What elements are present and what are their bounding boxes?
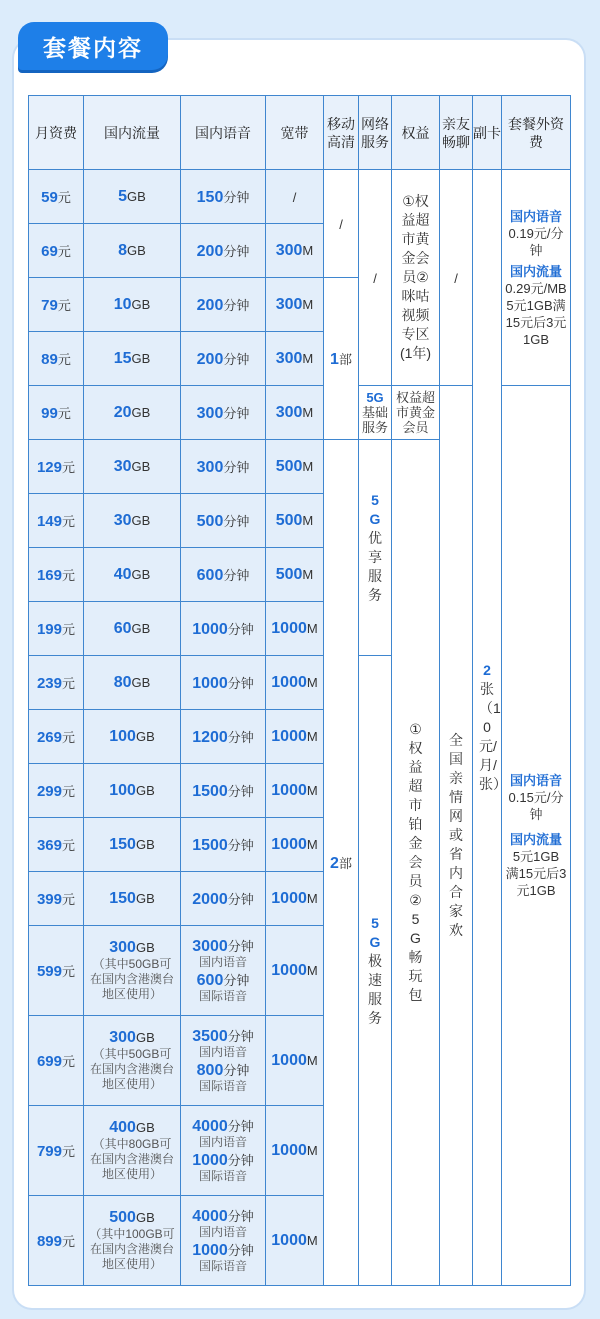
mobile-hd-count: 2 — [330, 854, 339, 872]
network-speed-text: 极速服务 — [368, 952, 382, 1026]
fee-amount: 69 — [41, 243, 58, 260]
fee-amount: 99 — [41, 405, 58, 422]
header-network: 网络服务 — [359, 96, 392, 170]
fee-amount: 89 — [41, 351, 58, 368]
data-cell — [84, 170, 181, 224]
fee-unit: 元 — [62, 1234, 76, 1249]
voice-amount: 500 — [196, 512, 224, 530]
data-unit: GB — [131, 404, 151, 420]
domestic-voice-amount: 4000 — [192, 1207, 228, 1225]
broadband-unit: M — [302, 566, 314, 582]
fee-unit: 元 — [62, 676, 76, 691]
data-amount: 15 — [113, 349, 132, 367]
fee-cell — [29, 386, 84, 440]
data-unit: GB — [135, 1030, 155, 1045]
voice-amount: 300 — [196, 404, 224, 422]
data-cell — [84, 224, 181, 278]
data-amount: 5 — [118, 187, 128, 205]
fee-cell — [29, 1106, 84, 1196]
data-unit: GB — [135, 782, 155, 798]
data-cell — [84, 926, 181, 1016]
fee-unit: 元 — [62, 838, 76, 853]
fee-amount: 239 — [36, 675, 62, 692]
voice-amount: 1200 — [192, 728, 228, 746]
broadband-unit: M — [306, 620, 318, 636]
voice-unit: 分钟 — [223, 405, 250, 421]
header-extra: 套餐外资费 — [502, 96, 571, 170]
rights-text: ①权益超市铂金会员②5G畅玩包 — [408, 721, 423, 1003]
broadband-cell — [266, 818, 324, 872]
data-cell — [84, 1016, 181, 1106]
fee-amount: 369 — [36, 837, 62, 854]
voice-cell — [181, 278, 266, 332]
fee-cell — [29, 710, 84, 764]
extra-data-note: 满15元后3元1GB — [505, 866, 567, 898]
rights-cell — [392, 170, 440, 386]
mobile-hd-cell — [324, 170, 359, 278]
broadband-cell — [266, 764, 324, 818]
broadband-unit: M — [306, 1142, 318, 1158]
data-cell — [84, 332, 181, 386]
header-family: 亲友畅聊 — [440, 96, 473, 170]
data-amount: 150 — [109, 889, 136, 907]
broadband-cell — [266, 656, 324, 710]
fee-unit: 元 — [62, 892, 76, 907]
fee-amount: 79 — [41, 297, 58, 314]
data-cell — [84, 440, 181, 494]
domestic-voice-amount: 3500 — [192, 1027, 228, 1045]
extra-fee-cell — [502, 386, 571, 1286]
intl-voice-unit: 分钟 — [223, 1062, 250, 1078]
intl-voice-amount: 1000 — [192, 1151, 228, 1169]
data-amount: 8 — [118, 241, 128, 259]
fee-unit: 元 — [62, 568, 76, 583]
rights-basic-text: 权益超市黄金会员 — [395, 390, 435, 435]
extra-voice-head: 国内语音 — [509, 773, 562, 788]
mobile-hd-unit: 部 — [338, 855, 352, 871]
broadband-amount: 500 — [275, 511, 303, 529]
broadband-unit: M — [306, 890, 318, 906]
voice-unit: 分钟 — [227, 783, 254, 799]
intl-voice-label: 国际语音 — [198, 1078, 247, 1093]
sub-card-count: 2 — [483, 662, 491, 678]
data-amount: 400 — [109, 1119, 136, 1136]
domestic-voice-unit: 分钟 — [227, 1118, 254, 1134]
broadband-unit: M — [306, 836, 318, 852]
extra-data-rate: 0.29元/MB — [505, 280, 567, 296]
intl-voice-label: 国际语音 — [198, 1258, 247, 1273]
intl-voice-amount: 600 — [196, 971, 224, 989]
voice-unit: 分钟 — [223, 459, 250, 475]
family-cell — [440, 170, 473, 386]
voice-cell — [181, 440, 266, 494]
extra-voice-rate: 0.19元/分钟 — [508, 225, 564, 258]
plan-table — [28, 95, 571, 1286]
voice-cell — [181, 332, 266, 386]
broadband-cell — [266, 710, 324, 764]
fee-cell — [29, 872, 84, 926]
data-unit: GB — [135, 1120, 155, 1135]
voice-amount: 1500 — [192, 836, 228, 854]
header-voice: 国内语音 — [181, 96, 266, 170]
broadband-amount: 1000 — [271, 673, 307, 691]
domestic-voice-label: 国内语音 — [198, 954, 247, 969]
voice-cell — [181, 494, 266, 548]
voice-cell — [181, 710, 266, 764]
extra-voice-head: 国内语音 — [509, 208, 562, 224]
network-premium-cell — [359, 440, 392, 656]
broadband-amount: 1000 — [271, 961, 307, 979]
network-none: / — [373, 270, 377, 286]
broadband-amount: 300 — [275, 295, 303, 313]
data-amount: 30 — [113, 511, 132, 529]
broadband-unit: M — [306, 1232, 318, 1248]
broadband-amount: 500 — [275, 565, 303, 583]
voice-cell — [181, 818, 266, 872]
section-title: 套餐内容 — [18, 22, 168, 70]
broadband-cell — [266, 926, 324, 1016]
rights-text: ①权益超市黄金会员②咪咕视频专区(1年) — [399, 193, 432, 361]
broadband-amount: 1000 — [271, 619, 307, 637]
extra-data-note: 5元1GB满15元后3元1GB — [505, 297, 567, 347]
data-cell — [84, 602, 181, 656]
intl-voice-label: 国际语音 — [198, 1168, 247, 1183]
header-sub-card: 副卡 — [473, 96, 502, 170]
data-amount: 60 — [113, 619, 132, 637]
broadband-cell — [266, 548, 324, 602]
voice-amount: 1500 — [192, 782, 228, 800]
fee-cell — [29, 656, 84, 710]
fee-unit: 元 — [62, 730, 76, 745]
fee-cell — [29, 926, 84, 1016]
voice-unit: 分钟 — [223, 567, 250, 583]
voice-amount: 150 — [196, 188, 224, 206]
fee-amount: 169 — [36, 567, 62, 584]
fee-unit: 元 — [62, 460, 76, 475]
mobile-hd-none: / — [339, 216, 343, 232]
data-amount: 100 — [109, 781, 136, 799]
voice-amount: 1000 — [192, 620, 228, 638]
broadband-unit: M — [302, 404, 314, 420]
family-cell — [440, 386, 473, 1286]
broadband-amount: 300 — [275, 403, 303, 421]
data-cell — [84, 710, 181, 764]
extra-data-rate: 5元1GB — [512, 849, 560, 864]
voice-cell — [181, 926, 266, 1016]
voice-unit: 分钟 — [223, 513, 250, 529]
data-cell — [84, 494, 181, 548]
data-amount: 20 — [113, 403, 132, 421]
voice-cell — [181, 1106, 266, 1196]
fee-amount: 299 — [36, 783, 62, 800]
fee-unit: 元 — [62, 1144, 76, 1159]
header-rights: 权益 — [392, 96, 440, 170]
fee-cell — [29, 440, 84, 494]
mobile-hd-cell — [324, 278, 359, 440]
voice-amount: 200 — [196, 242, 224, 260]
broadband-amount: 300 — [275, 349, 303, 367]
fee-amount: 129 — [36, 459, 62, 476]
intl-voice-unit: 分钟 — [227, 1152, 254, 1168]
fee-unit: 元 — [62, 964, 76, 979]
fee-unit: 元 — [57, 244, 71, 259]
fee-amount: 199 — [36, 621, 62, 638]
voice-unit: 分钟 — [227, 675, 254, 691]
data-unit: GB — [135, 728, 155, 744]
fee-cell — [29, 494, 84, 548]
broadband-unit: M — [306, 674, 318, 690]
intl-voice-amount: 1000 — [192, 1241, 228, 1259]
data-amount: 10 — [113, 295, 132, 313]
data-unit: GB — [131, 296, 151, 312]
voice-unit: 分钟 — [227, 837, 254, 853]
fee-amount: 399 — [36, 891, 62, 908]
network-cell — [359, 170, 392, 386]
fee-cell — [29, 278, 84, 332]
header-mobile-hd: 移动高清 — [324, 96, 359, 170]
voice-unit: 分钟 — [227, 729, 254, 745]
data-unit: GB — [131, 674, 151, 690]
fee-unit: 元 — [57, 352, 71, 367]
broadband-cell — [266, 1106, 324, 1196]
network-speed-5g: 5G — [369, 914, 381, 950]
fee-unit: 元 — [57, 190, 71, 205]
intl-voice-unit: 分钟 — [223, 972, 250, 988]
broadband-cell — [266, 440, 324, 494]
broadband-unit: M — [302, 512, 314, 528]
broadband-amount: 300 — [275, 241, 303, 259]
broadband-cell — [266, 170, 324, 224]
fee-amount: 149 — [36, 513, 62, 530]
data-unit: GB — [127, 242, 146, 258]
data-cell — [84, 818, 181, 872]
voice-unit: 分钟 — [223, 297, 250, 313]
fee-amount: 269 — [36, 729, 62, 746]
header-fee: 月资费 — [29, 96, 84, 170]
domestic-voice-amount: 3000 — [192, 937, 228, 955]
broadband-amount: / — [292, 189, 297, 205]
voice-cell — [181, 1196, 266, 1286]
intl-voice-unit: 分钟 — [227, 1242, 254, 1258]
data-cell — [84, 278, 181, 332]
voice-amount: 600 — [196, 566, 224, 584]
voice-unit: 分钟 — [223, 243, 250, 259]
domestic-voice-unit: 分钟 — [227, 1208, 254, 1224]
mobile-hd-unit: 部 — [338, 351, 352, 367]
voice-amount: 200 — [196, 296, 224, 314]
fee-amount: 599 — [36, 963, 62, 980]
voice-amount: 1000 — [192, 674, 228, 692]
extra-data-head: 国内流量 — [509, 263, 562, 279]
fee-cell — [29, 170, 84, 224]
data-unit: GB — [131, 512, 151, 528]
network-basic-cell — [359, 386, 392, 440]
mobile-hd-cell — [324, 440, 359, 1286]
extra-fee-cell — [502, 170, 571, 386]
network-premium-5g: 5G — [369, 491, 381, 527]
domestic-voice-label: 国内语音 — [198, 1044, 247, 1059]
broadband-amount: 1000 — [271, 1231, 307, 1249]
domestic-voice-label: 国内语音 — [198, 1224, 247, 1239]
fee-unit: 元 — [62, 514, 76, 529]
broadband-cell — [266, 494, 324, 548]
broadband-amount: 1000 — [271, 835, 307, 853]
voice-cell — [181, 656, 266, 710]
broadband-cell — [266, 1016, 324, 1106]
data-unit: GB — [131, 458, 151, 474]
fee-amount: 699 — [36, 1053, 62, 1070]
broadband-unit: M — [302, 242, 314, 258]
extra-voice-rate: 0.15元/分钟 — [508, 790, 564, 822]
fee-cell — [29, 548, 84, 602]
voice-amount: 200 — [196, 350, 224, 368]
voice-cell — [181, 224, 266, 278]
data-note: （其中100GB可在国内含港澳台地区使用） — [89, 1227, 175, 1271]
broadband-cell — [266, 386, 324, 440]
rights-cell — [392, 440, 440, 1286]
broadband-unit: M — [306, 782, 318, 798]
fee-unit: 元 — [62, 784, 76, 799]
data-amount: 300 — [109, 1029, 136, 1046]
broadband-cell — [266, 602, 324, 656]
broadband-amount: 1000 — [271, 1141, 307, 1159]
data-amount: 300 — [109, 939, 136, 956]
data-amount: 80 — [113, 673, 132, 691]
data-unit: GB — [135, 890, 155, 906]
rights-basic-cell — [392, 386, 440, 440]
broadband-unit: M — [302, 458, 314, 474]
data-cell — [84, 1106, 181, 1196]
network-basic-5g: 5G — [366, 390, 384, 405]
data-unit: GB — [131, 620, 151, 636]
voice-amount: 2000 — [192, 890, 228, 908]
header-row — [29, 96, 571, 170]
fee-cell — [29, 1016, 84, 1106]
data-unit: GB — [135, 1210, 155, 1225]
fee-unit: 元 — [57, 298, 71, 313]
voice-unit: 分钟 — [223, 351, 250, 367]
fee-cell — [29, 602, 84, 656]
mobile-hd-count: 1 — [330, 350, 339, 368]
voice-cell — [181, 548, 266, 602]
data-amount: 150 — [109, 835, 136, 853]
network-basic-text: 基础服务 — [361, 405, 388, 435]
voice-cell — [181, 1016, 266, 1106]
data-note: （其中80GB可在国内含港澳台地区使用） — [89, 1137, 174, 1181]
voice-unit: 分钟 — [227, 621, 254, 637]
broadband-cell — [266, 278, 324, 332]
fee-amount: 899 — [36, 1233, 62, 1250]
data-amount: 40 — [113, 565, 132, 583]
fee-cell — [29, 332, 84, 386]
header-broadband: 宽带 — [266, 96, 324, 170]
data-amount: 500 — [109, 1209, 136, 1226]
data-cell — [84, 1196, 181, 1286]
broadband-cell — [266, 1196, 324, 1286]
fee-cell — [29, 224, 84, 278]
family-none: / — [454, 270, 458, 286]
voice-cell — [181, 602, 266, 656]
data-amount: 100 — [109, 727, 136, 745]
header-data: 国内流量 — [84, 96, 181, 170]
intl-voice-amount: 800 — [196, 1061, 224, 1079]
fee-unit: 元 — [57, 406, 71, 421]
domestic-voice-label: 国内语音 — [198, 1134, 247, 1149]
fee-unit: 元 — [62, 622, 76, 637]
domestic-voice-unit: 分钟 — [227, 1028, 254, 1044]
data-note: （其中50GB可在国内含港澳台地区使用） — [89, 1047, 174, 1091]
voice-cell — [181, 386, 266, 440]
data-unit: GB — [127, 188, 146, 204]
network-premium-text: 优享服务 — [368, 529, 382, 603]
broadband-unit: M — [306, 728, 318, 744]
domestic-voice-unit: 分钟 — [227, 938, 254, 954]
broadband-cell — [266, 872, 324, 926]
data-cell — [84, 764, 181, 818]
data-unit: GB — [131, 566, 151, 582]
table-row — [29, 170, 571, 224]
data-cell — [84, 548, 181, 602]
domestic-voice-amount: 4000 — [192, 1117, 228, 1135]
data-cell — [84, 656, 181, 710]
fee-cell — [29, 1196, 84, 1286]
voice-amount: 300 — [196, 458, 224, 476]
extra-data-head: 国内流量 — [509, 832, 562, 847]
sub-card-text: 张（10元/月/张） — [479, 681, 507, 792]
broadband-unit: M — [302, 296, 314, 312]
family-text: 全国亲情网或省内合家欢 — [449, 732, 463, 938]
intl-voice-label: 国际语音 — [198, 988, 247, 1003]
data-note: （其中50GB可在国内含港澳台地区使用） — [89, 957, 174, 1001]
fee-amount: 59 — [41, 189, 58, 206]
fee-unit: 元 — [62, 1054, 76, 1069]
broadband-unit: M — [306, 1052, 318, 1068]
data-unit: GB — [135, 836, 155, 852]
broadband-amount: 500 — [275, 457, 303, 475]
data-unit: GB — [135, 940, 155, 955]
broadband-amount: 1000 — [271, 727, 307, 745]
voice-cell — [181, 872, 266, 926]
fee-cell — [29, 818, 84, 872]
sub-card-cell — [473, 170, 507, 1286]
broadband-amount: 1000 — [271, 1051, 307, 1069]
voice-unit: 分钟 — [223, 189, 250, 205]
fee-amount: 799 — [36, 1143, 62, 1160]
voice-cell — [181, 764, 266, 818]
data-cell — [84, 872, 181, 926]
voice-cell — [181, 170, 266, 224]
broadband-unit: M — [302, 350, 314, 366]
broadband-amount: 1000 — [271, 889, 307, 907]
broadband-unit: M — [306, 962, 318, 978]
fee-cell — [29, 764, 84, 818]
voice-unit: 分钟 — [227, 891, 254, 907]
data-cell — [84, 386, 181, 440]
broadband-cell — [266, 332, 324, 386]
network-speed-cell — [359, 656, 392, 1286]
data-amount: 30 — [113, 457, 132, 475]
data-unit: GB — [131, 350, 151, 366]
broadband-cell — [266, 224, 324, 278]
broadband-amount: 1000 — [271, 781, 307, 799]
